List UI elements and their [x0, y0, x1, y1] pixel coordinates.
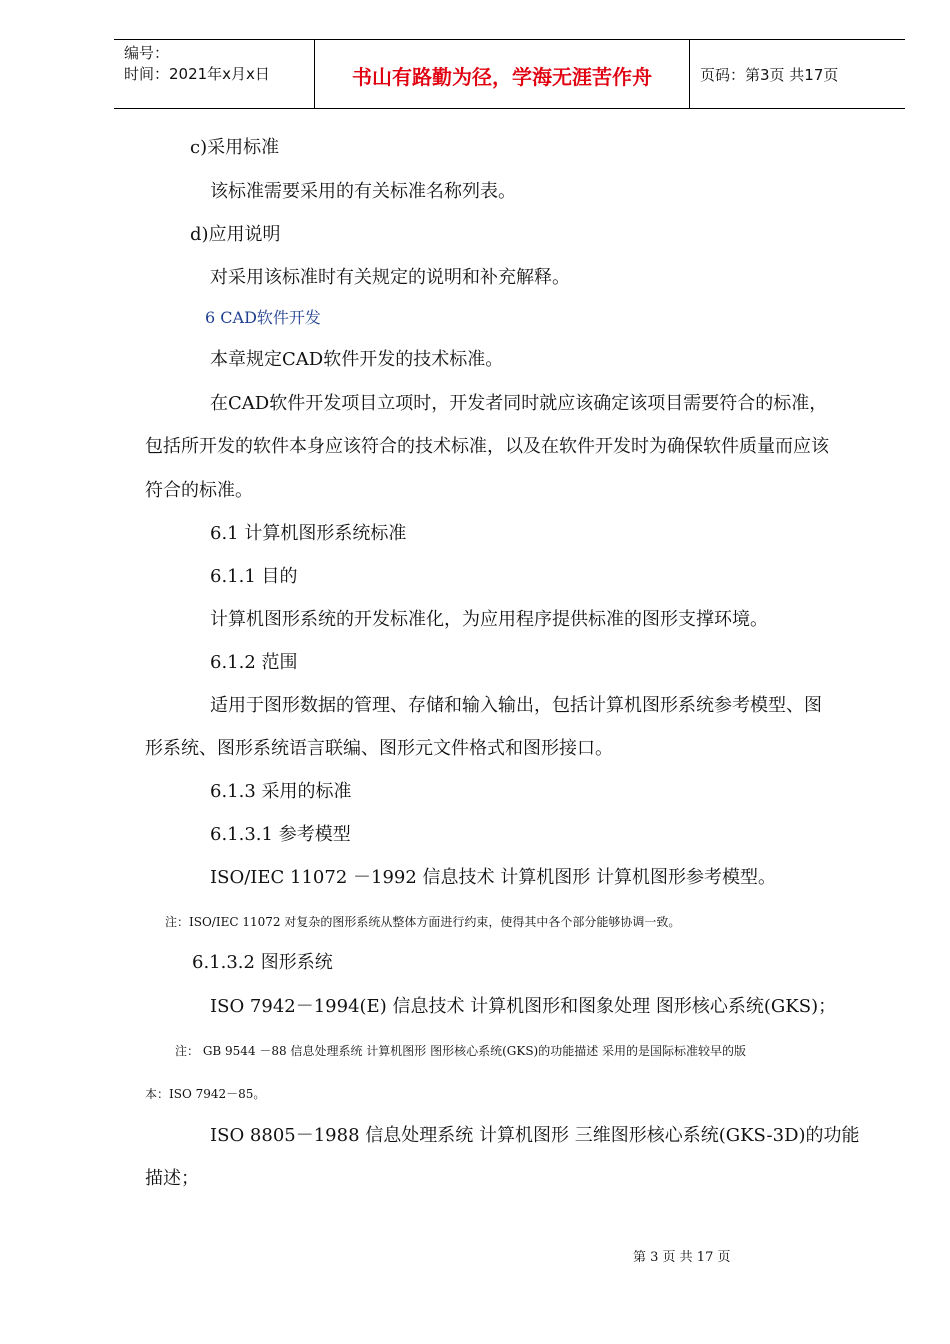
paragraph: 适用于图形数据的管理、存储和输入输出，包括计算机图形系统参考模型、图	[210, 695, 822, 716]
paragraph: 包括所开发的软件本身应该符合的技术标准，以及在软件开发时为确保软件质量而应该	[145, 436, 829, 457]
section-heading: 6.1.3.2 图形系统	[192, 952, 333, 973]
note: 本：ISO 7942－85。	[145, 1087, 266, 1101]
paragraph: 在CAD软件开发项目立项时，开发者同时就应该确定该项目需要符合的标准，	[210, 393, 828, 414]
chapter-heading: 6 CAD软件开发	[205, 308, 321, 327]
header-info-cell	[114, 40, 315, 108]
paragraph: 描述；	[145, 1168, 199, 1189]
paragraph: 本章规定CAD软件开发的技术标准。	[210, 349, 504, 370]
time-label: 时间：2021年x月x日	[124, 65, 270, 83]
page-footer: 第 3 页 共 17 页	[633, 1250, 731, 1265]
number-label: 编号：	[124, 44, 170, 62]
note: 注：ISO/IEC 11072 对复杂的图形系统从整体方面进行约束，使得其中各个部分能够协调一致。	[165, 915, 681, 929]
section-heading: 6.1.1 目的	[210, 566, 298, 587]
section-heading: 6.1.3.1 参考模型	[210, 824, 351, 845]
subsection-label: d)应用说明	[190, 224, 281, 245]
header-motto-cell	[315, 40, 690, 108]
paragraph: 该标准需要采用的有关标准名称列表。	[210, 181, 516, 202]
header-page-label: 页码：第3页 共17页	[700, 66, 839, 84]
paragraph: 符合的标准。	[145, 480, 253, 501]
note: 注： GB 9544 －88 信息处理系统 计算机图形 图形核心系统(GKS)的功能描述 采用的是国际标准较早的版	[175, 1044, 747, 1058]
standard-entry: ISO 8805－1988 信息处理系统 计算机图形 三维图形核心系统(GKS-3D)的功能	[210, 1125, 860, 1146]
paragraph: 对采用该标准时有关规定的说明和补充解释。	[210, 267, 570, 288]
page-header	[114, 39, 905, 109]
subsection-label: c)采用标准	[190, 137, 280, 158]
paragraph: 形系统、图形系统语言联编、图形元文件格式和图形接口。	[145, 738, 613, 759]
section-heading: 6.1.2 范围	[210, 652, 298, 673]
standard-entry: ISO/IEC 11072 －1992 信息技术 计算机图形 计算机图形参考模型。	[210, 867, 776, 888]
paragraph: 计算机图形系统的开发标准化，为应用程序提供标准的图形支撑环境。	[210, 609, 768, 630]
header-page-cell	[690, 40, 905, 108]
header-motto: 书山有路勤为径，学海无涯苦作舟	[352, 65, 652, 89]
section-heading: 6.1 计算机图形系统标准	[210, 523, 407, 544]
section-heading: 6.1.3 采用的标准	[210, 781, 352, 802]
standard-entry: ISO 7942－1994(E) 信息技术 计算机图形和图象处理 图形核心系统(GKS)；	[210, 996, 837, 1017]
